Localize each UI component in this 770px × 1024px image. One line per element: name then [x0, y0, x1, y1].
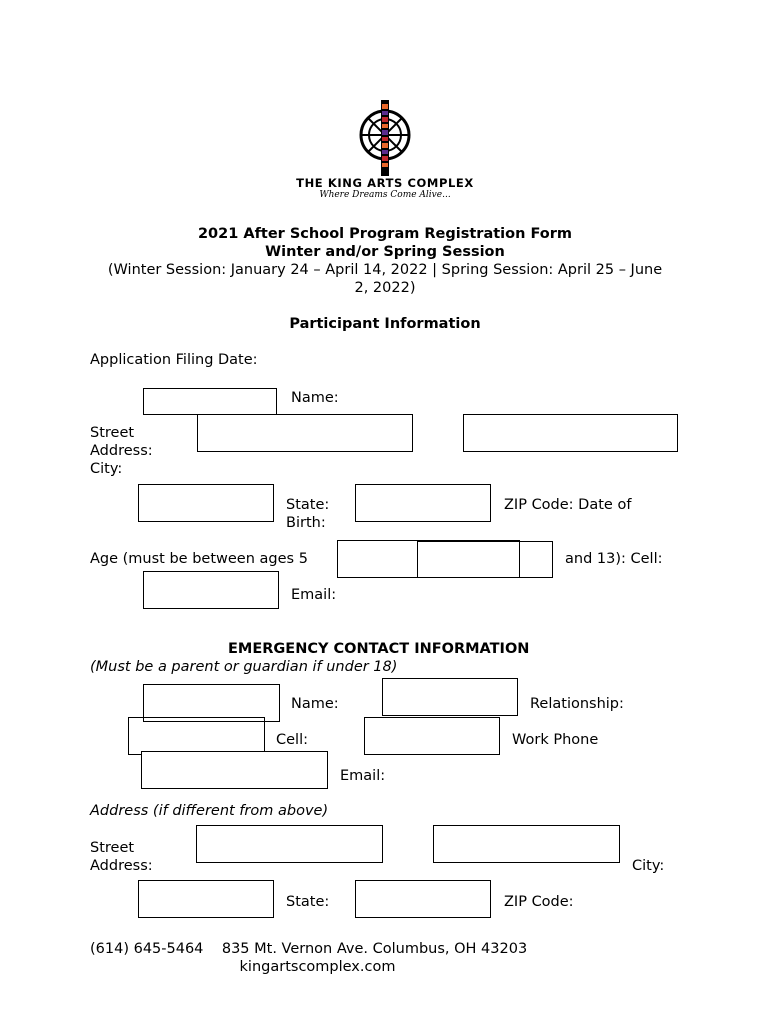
emergency-street-field[interactable] — [196, 825, 383, 863]
emergency-zip-label: ZIP Code: — [504, 894, 574, 910]
footer-website[interactable]: kingartscomplex.com — [239, 959, 396, 975]
street-address-field[interactable] — [463, 414, 678, 452]
form-title: 2021 After School Program Registration Form — [197, 226, 573, 242]
emergency-email-label: Email: — [340, 768, 386, 784]
address-note: Address (if different from above) — [90, 803, 329, 819]
emergency-city-label: City: — [632, 858, 665, 874]
birth-label: Birth: — [286, 515, 326, 531]
emergency-email-field[interactable] — [382, 678, 518, 716]
address-label: Address: — [90, 443, 153, 459]
participant-email-label: Email: — [291, 587, 337, 603]
city-label: City: — [90, 461, 123, 477]
emergency-zip-field[interactable] — [355, 880, 491, 918]
participant-name-field[interactable] — [197, 414, 413, 452]
logo-org-name: THE KING ARTS COMPLEX — [296, 176, 474, 190]
logo-tagline: Where Dreams Come Alive... — [319, 190, 451, 200]
emergency-state-field[interactable] — [138, 880, 274, 918]
footer-contact: (614) 645-5464 835 Mt. Vernon Ave. Columbus, OH 43203 — [90, 941, 528, 957]
relationship-label: Relationship: — [530, 696, 624, 712]
street-label: Street — [90, 425, 135, 441]
filing-date-label: Application Filing Date: — [90, 352, 258, 368]
work-phone-field[interactable] — [141, 751, 328, 789]
emergency-city-field[interactable] — [433, 825, 620, 863]
emergency-street-label: Street — [90, 840, 135, 856]
city-field[interactable] — [138, 484, 274, 522]
emergency-note: (Must be a parent or guardian if under 18) — [90, 659, 398, 675]
participant-name-label: Name: — [291, 390, 339, 406]
work-phone-label: Work Phone — [512, 732, 599, 748]
form-subtitle: Winter and/or Spring Session — [265, 244, 505, 260]
session-dates-line1: (Winter Session: January 24 – April 14, 2022 | Spring Session: April 25 – June — [107, 262, 663, 278]
filing-date-field[interactable] — [143, 388, 277, 415]
session-dates-line2: 2, 2022) — [354, 280, 416, 296]
age-label: Age (must be between ages 5 — [90, 551, 308, 567]
age-field[interactable] — [143, 571, 279, 609]
emergency-state-label: State: — [286, 894, 330, 910]
emergency-heading: EMERGENCY CONTACT INFORMATION — [228, 641, 530, 657]
emergency-cell-label: Cell: — [276, 732, 308, 748]
state-label: State: — [286, 497, 330, 513]
emergency-name-field[interactable] — [128, 717, 265, 755]
age-cell-label: and 13): Cell: — [565, 551, 663, 567]
zip-dob-label: ZIP Code: Date of — [504, 497, 632, 513]
logo-emblem — [355, 98, 415, 176]
emergency-address-label: Address: — [90, 858, 153, 874]
relationship-field[interactable] — [364, 717, 500, 755]
state-field[interactable] — [355, 484, 491, 522]
emergency-name-label: Name: — [291, 696, 339, 712]
date-of-birth-field[interactable] — [417, 541, 553, 578]
participant-heading: Participant Information — [289, 316, 481, 332]
